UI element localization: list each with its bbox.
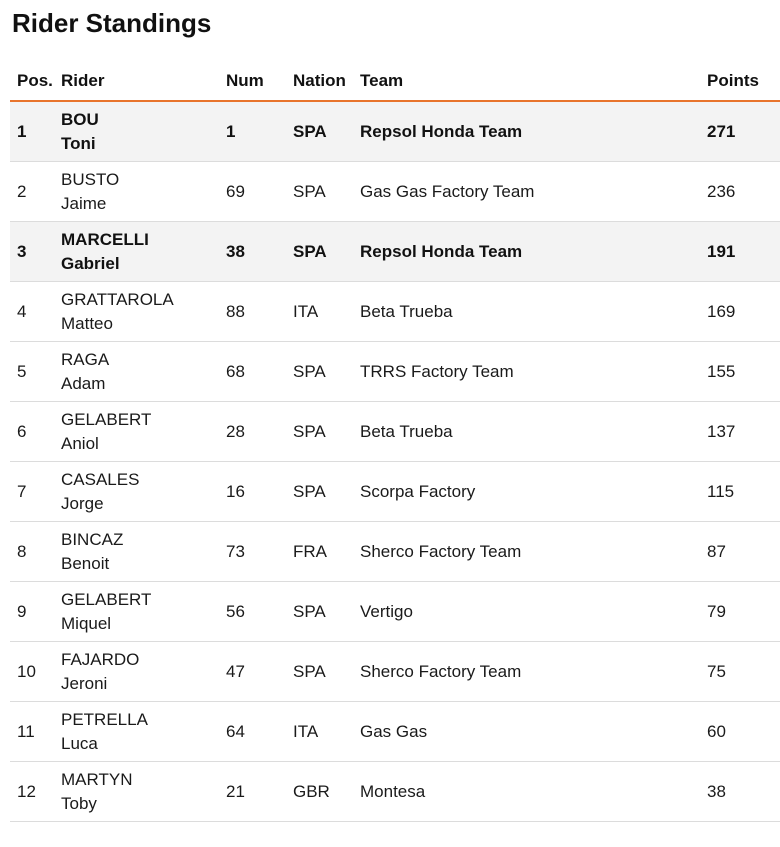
cell-points: 38 xyxy=(707,762,780,822)
rider-first-name: Jaime xyxy=(61,193,107,213)
cell-nation: SPA xyxy=(293,222,360,282)
cell-rider xyxy=(61,702,226,762)
table-row xyxy=(10,222,780,282)
rider-first-name: Luca xyxy=(61,733,98,753)
cell-pos: 8 xyxy=(10,522,61,582)
rider-last-name: BUSTO xyxy=(61,169,120,189)
cell-pos: 4 xyxy=(10,282,61,342)
rider-last-name: GELABERT xyxy=(61,589,152,609)
cell-pos: 1 xyxy=(10,101,61,162)
table-row xyxy=(10,342,780,402)
cell-team: Repsol Honda Team xyxy=(360,222,707,282)
rider-first-name: Jeroni xyxy=(61,673,108,693)
table-row xyxy=(10,762,780,822)
cell-pos: 2 xyxy=(10,162,61,222)
cell-team: Gas Gas Factory Team xyxy=(360,162,707,222)
header-points: Points xyxy=(707,62,780,101)
header-pos: Pos. xyxy=(10,62,61,101)
rider-first-name: Matteo xyxy=(61,313,113,333)
cell-points: 87 xyxy=(707,522,780,582)
cell-nation: SPA xyxy=(293,342,360,402)
rider-first-name: Aniol xyxy=(61,433,99,453)
rider-first-name: Toni xyxy=(61,133,96,153)
cell-team: Beta Trueba xyxy=(360,282,707,342)
cell-num: 88 xyxy=(226,282,293,342)
cell-pos: 3 xyxy=(10,222,61,282)
cell-num: 69 xyxy=(226,162,293,222)
cell-rider xyxy=(61,582,226,642)
header-team: Team xyxy=(360,62,707,101)
rider-last-name: GRATTAROLA xyxy=(61,289,174,309)
cell-nation: GBR xyxy=(293,762,360,822)
cell-rider xyxy=(61,282,226,342)
table-row xyxy=(10,282,780,342)
cell-team: Sherco Factory Team xyxy=(360,522,707,582)
rider-last-name: RAGA xyxy=(61,349,110,369)
cell-team: Vertigo xyxy=(360,582,707,642)
standings-table xyxy=(10,62,780,822)
cell-nation: SPA xyxy=(293,582,360,642)
cell-team: Gas Gas xyxy=(360,702,707,762)
table-row xyxy=(10,702,780,762)
cell-nation: ITA xyxy=(293,282,360,342)
header-row xyxy=(10,62,780,101)
cell-rider xyxy=(61,402,226,462)
cell-nation: SPA xyxy=(293,101,360,162)
cell-points: 191 xyxy=(707,222,780,282)
cell-num: 47 xyxy=(226,642,293,702)
cell-rider xyxy=(61,162,226,222)
cell-team: Scorpa Factory xyxy=(360,462,707,522)
cell-rider xyxy=(61,522,226,582)
cell-points: 75 xyxy=(707,642,780,702)
cell-num: 56 xyxy=(226,582,293,642)
rider-first-name: Jorge xyxy=(61,493,104,513)
cell-nation: ITA xyxy=(293,702,360,762)
cell-team: Beta Trueba xyxy=(360,402,707,462)
cell-nation: SPA xyxy=(293,462,360,522)
cell-num: 68 xyxy=(226,342,293,402)
cell-nation: SPA xyxy=(293,642,360,702)
cell-points: 271 xyxy=(707,101,780,162)
cell-nation: SPA xyxy=(293,162,360,222)
rider-first-name: Benoit xyxy=(61,553,110,573)
cell-nation: FRA xyxy=(293,522,360,582)
rider-first-name: Toby xyxy=(61,793,97,813)
cell-num: 28 xyxy=(226,402,293,462)
cell-pos: 11 xyxy=(10,702,61,762)
cell-points: 137 xyxy=(707,402,780,462)
cell-points: 79 xyxy=(707,582,780,642)
cell-points: 60 xyxy=(707,702,780,762)
cell-num: 64 xyxy=(226,702,293,762)
cell-rider xyxy=(61,101,226,162)
cell-num: 38 xyxy=(226,222,293,282)
header-nation: Nation xyxy=(293,62,360,101)
rider-last-name: PETRELLA xyxy=(61,709,148,729)
rider-last-name: GELABERT xyxy=(61,409,152,429)
cell-rider xyxy=(61,342,226,402)
cell-nation: SPA xyxy=(293,402,360,462)
table-row xyxy=(10,162,780,222)
cell-pos: 9 xyxy=(10,582,61,642)
table-row xyxy=(10,402,780,462)
table-row xyxy=(10,462,780,522)
cell-pos: 10 xyxy=(10,642,61,702)
cell-num: 1 xyxy=(226,101,293,162)
rider-last-name: BOU xyxy=(61,109,99,129)
cell-num: 73 xyxy=(226,522,293,582)
rider-last-name: MARTYN xyxy=(61,769,133,789)
page-title: Rider Standings xyxy=(12,8,212,38)
cell-points: 115 xyxy=(707,462,780,522)
cell-team: Sherco Factory Team xyxy=(360,642,707,702)
rider-last-name: CASALES xyxy=(61,469,140,489)
cell-rider xyxy=(61,462,226,522)
cell-pos: 12 xyxy=(10,762,61,822)
cell-points: 155 xyxy=(707,342,780,402)
rider-last-name: FAJARDO xyxy=(61,649,140,669)
cell-rider xyxy=(61,642,226,702)
rider-first-name: Miquel xyxy=(61,613,112,633)
header-rider: Rider xyxy=(61,62,226,101)
header-num: Num xyxy=(226,62,293,101)
table-row xyxy=(10,582,780,642)
rider-last-name: BINCAZ xyxy=(61,529,124,549)
rider-first-name: Gabriel xyxy=(61,253,120,273)
rider-first-name: Adam xyxy=(61,373,106,393)
cell-rider xyxy=(61,762,226,822)
cell-pos: 7 xyxy=(10,462,61,522)
cell-team: Repsol Honda Team xyxy=(360,101,707,162)
cell-points: 236 xyxy=(707,162,780,222)
cell-pos: 6 xyxy=(10,402,61,462)
table-row xyxy=(10,522,780,582)
rider-last-name: MARCELLI xyxy=(61,229,149,249)
cell-points: 169 xyxy=(707,282,780,342)
cell-num: 21 xyxy=(226,762,293,822)
table-row xyxy=(10,101,780,162)
cell-num: 16 xyxy=(226,462,293,522)
cell-pos: 5 xyxy=(10,342,61,402)
cell-team: TRRS Factory Team xyxy=(360,342,707,402)
table-row xyxy=(10,642,780,702)
cell-rider xyxy=(61,222,226,282)
cell-team: Montesa xyxy=(360,762,707,822)
